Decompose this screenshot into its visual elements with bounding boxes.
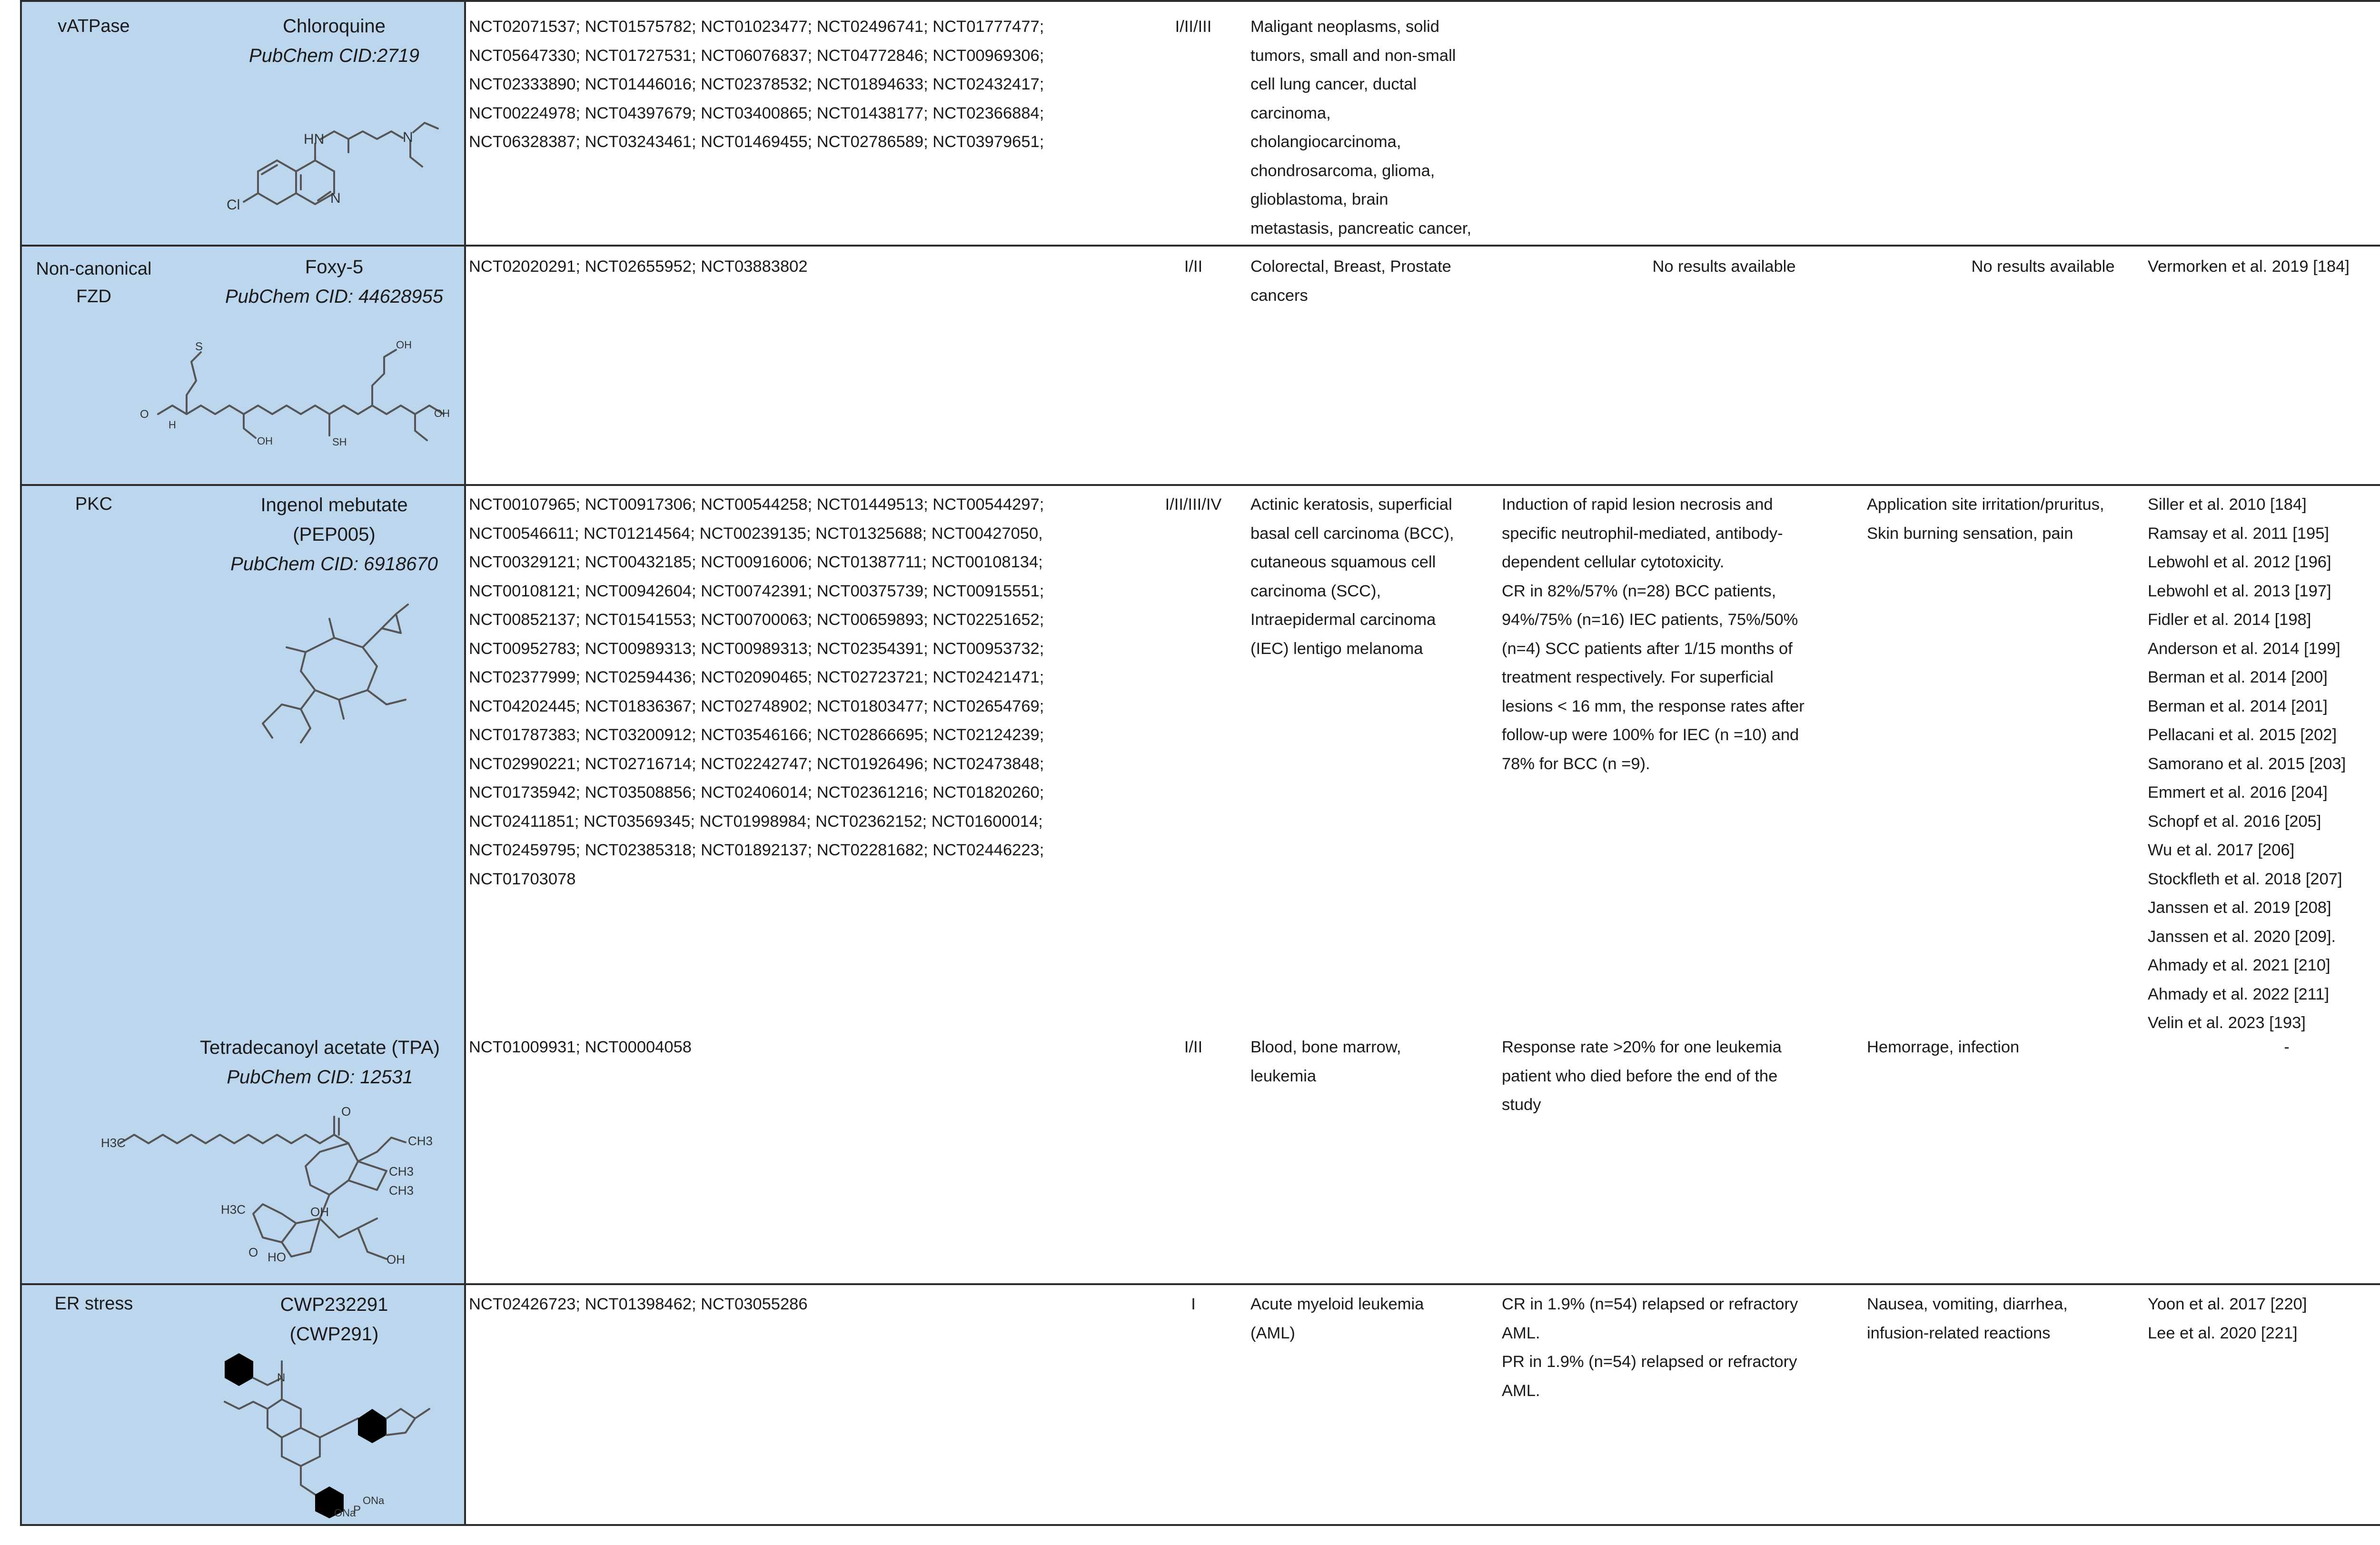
svg-text:OH: OH [396,339,412,351]
cancer-types: Acute myeloid leukemia (AML) [1250,1295,1424,1342]
trial-ids: NCT02426723; NCT01398462; NCT03055286 [469,1295,808,1313]
clinical-results: CR in 1.9% (n=54) relapsed or refractory AML. PR in 1.9% (n=54) relapsed or refractory AML. [1502,1295,1798,1400]
svg-text:HN: HN [304,131,325,147]
svg-text:N: N [403,129,413,145]
svg-text:OH: OH [310,1205,329,1219]
svg-text:O: O [248,1245,258,1259]
trial-ids: NCT01009931; NCT00004058 [469,1038,692,1056]
drug-title: CWP232291 (CWP291) [280,1294,388,1345]
row-border [20,1524,2380,1526]
cancer-types: Blood, bone marrow, leukemia [1250,1038,1401,1085]
target-cell: ER stress [54,1294,133,1314]
drug-title: Tetradecanoyl acetate (TPA) [200,1037,440,1058]
adverse-effects: No results available [1971,258,2115,276]
trial-ids: NCT00107965; NCT00917306; NCT00544258; NCT01449513; NCT00544297; NCT00546611; NCT01214564; NCT00239135; NCT01325688; NCT00427050, NCT00329121; NCT00432185; NCT00916006; NCT01387711; NCT00108134; NCT00108121; NCT00942604; NCT00742391; NCT00375739; NCT00915551; NCT00852137; NCT01541553; NCT00700063; NCT00659893; NCT02251652; NCT00952783; NCT00989313; NCT00989313; NCT02354391; NCT00953732; NCT02377999; NCT02594436; NCT02090465; NCT02723721; NCT02421471; NCT04202445; NCT01836367; NCT02748902; NCT01803477; NCT02654769; NCT01787383; NCT03200912; NCT03546166; NCT02866695; NCT02124239; NCT02990221; NCT02716714; NCT02242747; NCT01926496; NCT02473848; NCT01735942; NCT03508856; NCT02406014; NCT02361216; NCT01820260; NCT02411851; NCT03569345; NCT01998984; NCT02362152; NCT01600014; NCT02459795; NCT02385318; NCT01892137; NCT02281682; NCT02446223; NCT01703078 [469,495,1044,888]
trial-phase: I/II [1184,1038,1203,1056]
column-border [464,0,466,1526]
trial-ids: NCT02020291; NCT02655952; NCT03883802 [469,258,808,276]
clinical-trials-table [20,0,2380,1526]
drug-title: Ingenol mebutate (PEP005) [260,495,408,545]
row-border [20,1283,2380,1285]
svg-text:H3C: H3C [101,1136,126,1150]
drug-title: Chloroquine [283,16,386,37]
svg-text:H3C: H3C [221,1202,246,1217]
column-border [20,0,22,1526]
svg-text:ONa: ONa [334,1507,356,1518]
svg-text:O: O [140,408,149,421]
target-cell: vATPase [58,16,130,36]
drug-name [177,1033,463,1092]
drug-title: Foxy-5 [305,257,364,277]
clinical-results: Response rate >20% for one leukemia patient who died before the end of the study [1502,1038,1782,1114]
cancer-types: Colorectal, Breast, Prostate cancers [1250,258,1451,305]
svg-text:OH: OH [434,407,450,419]
cancer-types: Maligant neoplasms, solid tumors, small and non-small cell lung cancer, ductal carcinoma, cholangiocarcinoma, chondrosarcoma, glioma, glioblastoma, brain metastasis, pancreatic cancer, [1250,18,1472,238]
clinical-results: No results available [1652,258,1796,276]
trial-ids: NCT02071537; NCT01575782; NCT01023477; NCT02496741; NCT01777477; NCT05647330; NCT01727531; NCT06076837; NCT04772846; NCT00969306; NCT02333890; NCT01446016; NCT02378532; NCT01894633; NCT02432417; NCT00224978; NCT04397679; NCT03400865; NCT01438177; NCT02366884; NCT06328387; NCT03243461; NCT01469455; NCT02786589; NCT03979651; [469,18,1044,151]
svg-text:O: O [341,1104,351,1119]
svg-text:N: N [330,190,341,206]
drug-name [210,11,458,70]
row-border [20,0,2380,2]
adverse-effects: Nausea, vomiting, diarrhea, infusion-related reactions [1867,1295,2068,1342]
svg-text:S: S [195,340,203,353]
svg-text:ONa: ONa [363,1495,385,1506]
drug-name [210,1290,458,1349]
svg-text:SH: SH [332,436,347,448]
row-border [20,245,2380,247]
references: Siller et al. 2010 [184] Ramsay et al. 2011 [195] Lebwohl et al. 2012 [196] Lebwohl et al. 2013 [197] Fidler et al. 2014 [198] Anderson et al. 2014 [199] Berman et al. 2014 [200] Berman et al. 2014 [201] Pellacani et al. 2015 [202] Samorano et al. 2015 [203] Emmert et al. 2016 [204] Schopf et al. 2016 [205] Wu et al. 2017 [206] Stockfleth et al. 2018 [207] Janssen et al. 2019 [208] Janssen et al. 2020 [209]. Ahmady et al. 2021 [210] Ahmady et al. 2022 [211] Velin et al. 2023 [193] [2148,495,2346,1032]
tpa-structure-icon [82,1099,463,1276]
svg-text:OH: OH [257,435,273,447]
adverse-effects: Hemorrage, infection [1867,1038,2020,1056]
target-cell: PKC [75,494,113,514]
svg-text:Cl: Cl [227,197,240,213]
cancer-types: Actinic keratosis, superficial basal cell carcinoma (BCC), cutaneous squamous cell carcinoma (SCC), Intraepidermal carcinoma (IEC) lentigo melanoma [1250,495,1454,658]
pubchem-id: PubChem CID:2719 [249,45,419,66]
pubchem-id: PubChem CID: 6918670 [230,554,438,574]
svg-text:CH3: CH3 [408,1134,433,1148]
pubchem-id: PubChem CID: 12531 [227,1067,413,1088]
trial-phase: I/II/III/IV [1165,495,1222,514]
svg-text:H: H [169,419,176,431]
svg-text:P: P [353,1504,361,1516]
references: - [2284,1038,2290,1056]
references: Yoon et al. 2017 [220] Lee et al. 2020 [221] [2148,1295,2307,1342]
svg-text:CH3: CH3 [389,1183,414,1198]
chloroquine-structure-icon [210,114,458,238]
trial-phase: I/II [1184,258,1203,276]
cwp232291-structure-icon [210,1352,458,1518]
ingenol-mebutate-structure-icon [244,595,453,752]
drug-name [210,252,458,311]
drug-name [210,490,458,579]
trial-phase: I [1191,1295,1196,1313]
row-border [20,484,2380,486]
target-cell: Non-canonical FZD [36,259,152,307]
clinical-results: Induction of rapid lesion necrosis and specific neutrophil-mediated, antibody- dependent cellular cytotoxicity. CR in 82%/57% (n=28) BCC patients, 94%/75% (n=16) IEC patients, 75%/50% (n=4) SCC patients after 1/15 months of treatment respectively. For superficial lesions < 16 mm, the response rates after follow-up were 100% for IEC (n =10) and 78% for BCC (n =9). [1502,495,1805,773]
svg-text:N: N [277,1371,286,1384]
trial-phase: I/II/III [1175,18,1212,36]
svg-text:CH3: CH3 [389,1164,414,1179]
svg-text:OH: OH [387,1252,405,1267]
svg-text:HO: HO [268,1250,286,1264]
foxy5-structure-icon [129,333,463,457]
references: Vermorken et al. 2019 [184] [2148,258,2350,276]
pubchem-id: PubChem CID: 44628955 [225,286,444,307]
adverse-effects: Application site irritation/pruritus, Skin burning sensation, pain [1867,495,2104,543]
